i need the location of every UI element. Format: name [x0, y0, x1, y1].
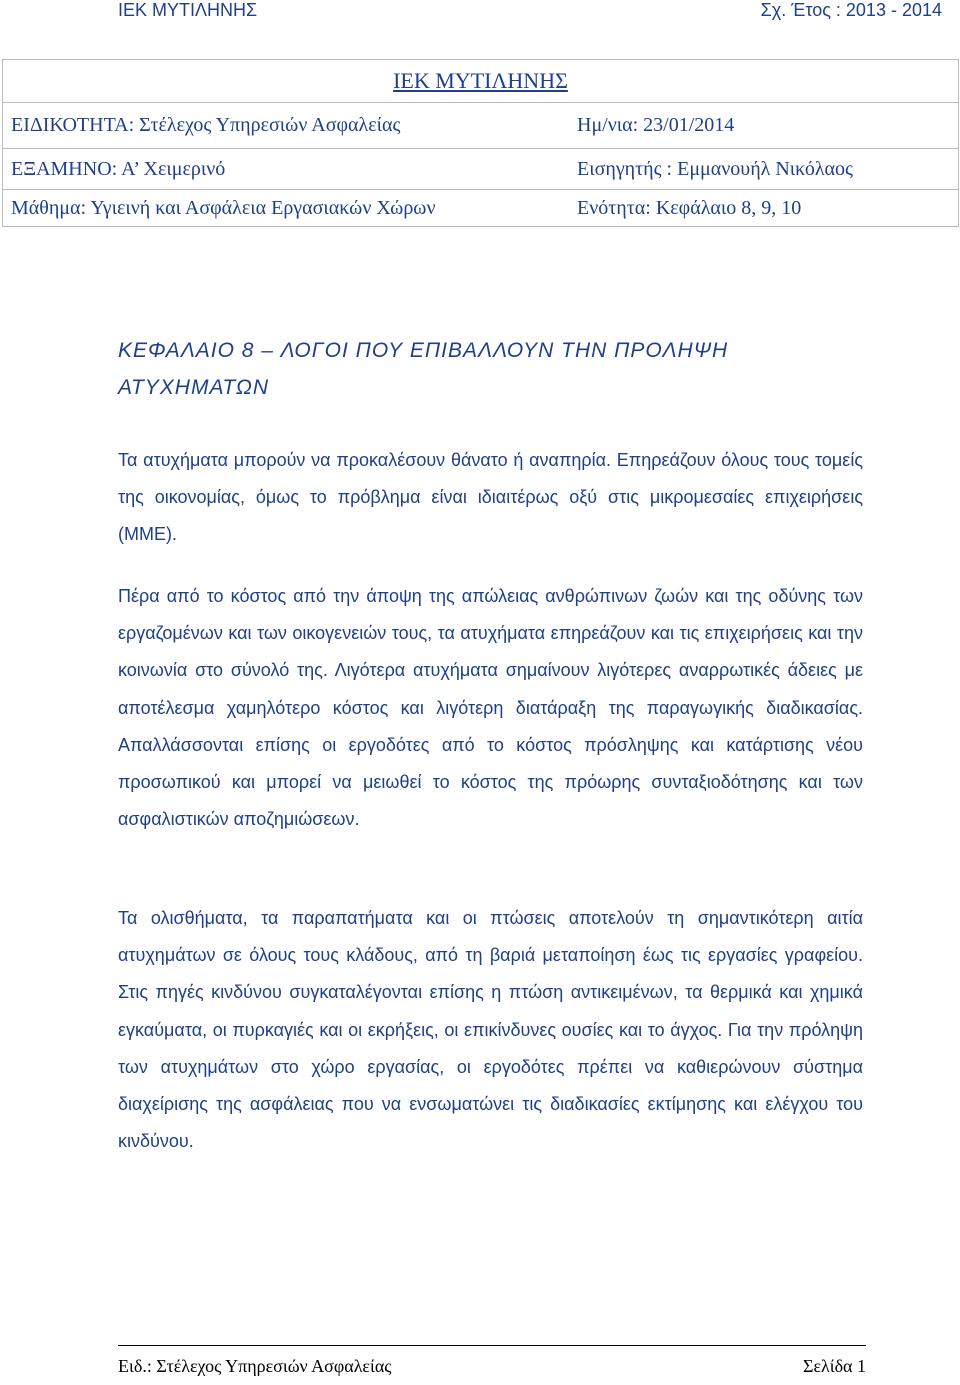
header-unit: Ενότητα: Κεφάλαιο 8, 9, 10 — [577, 196, 802, 219]
header-instructor: Εισηγητής : Εμμανουήλ Νικόλαος — [569, 149, 959, 190]
header-lesson: Μάθημα: Υγιεινή και Ασφάλεια Εργασιακών Χώρων — [11, 196, 436, 219]
running-header-school-year: Σχ. Έτος : 2013 - 2014 — [760, 0, 942, 20]
chapter-heading-line-1: ΚΕΦΑΛΑΙΟ 8 – ΛΟΓΟΙ ΠΟΥ ΕΠΙΒΑΛΛΟΥΝ ΤΗΝ ΠΡΟΛΗΨΗ — [118, 339, 729, 362]
page-footer — [118, 1345, 866, 1377]
footer-specialty: Ειδ.: Στέλεχος Υπηρεσιών Ασφαλείας — [118, 1356, 392, 1376]
paragraph-3: Τα ολισθήματα, τα παραπατήματα και οι πτώσεις αποτελούν τη σημαντικότερη αιτία ατυχημάτων σε όλους τους κλάδους, από τη βαριά μεταποίηση έως τις εργασίες γραφείου. Στις πηγές κινδύνου συγκαταλέγονται επίσης η πτώση αντικειμένων, τα θερμικά και χημικά εγκαύματα, οι πυρκαγιές και οι εκρήξεις, οι επικίνδυνες ουσίες και το άγχος. Για την πρόληψη των ατυχημάτων στο χώρο εργασίας, οι εργοδότες πρέπει να καθιερώνουν σύστημα διαχείρισης της ασφάλειας που να ενσωματώνει τις διαδικασίες εκτίμησης και ελέγχου του κινδύνου. — [118, 908, 863, 1152]
header-date: Ημ/νια: 23/01/2014 — [569, 103, 959, 149]
header-school-title: ΙΕΚ ΜΥΤΙΛΗΝΗΣ — [3, 60, 959, 103]
header-semester: ΕΞΑΜΗΝΟ: Α’ Χειμερινό — [3, 149, 570, 190]
footer-page-number: Σελίδα 1 — [802, 1356, 866, 1376]
paragraph-1: Τα ατυχήματα μπορούν να προκαλέσουν θάνατο ή αναπηρία. Επηρεάζουν όλους τους τομείς της οικονομίας, όμως το πρόβλημα είναι ιδιαιτέρως οξύ στις μικρομεσαίες επιχειρήσεις (ΜΜΕ). — [118, 450, 863, 545]
running-header-school: ΙΕΚ ΜΥΤΙΛΗΝΗΣ — [118, 0, 258, 20]
header-specialty: ΕΙΔΙΚΟΤΗΤΑ: Στέλεχος Υπηρεσιών Ασφαλείας — [3, 103, 570, 149]
document-info-table — [2, 59, 959, 227]
chapter-heading — [118, 332, 863, 406]
running-header — [0, 0, 960, 24]
paragraph-2: Πέρα από το κόστος από την άποψη της απώλειας ανθρώπινων ζωών και της οδύνης των εργαζομένων και των οικογενειών τους, τα ατυχήματα επηρεάζουν και τις επιχειρήσεις και την κοινωνία στο σύνολό της. Λιγότερα ατυχήματα σημαίνουν λιγότερες αναρρωτικές άδειες με αποτέλεσμα χαμηλότερο κόστος και λιγότερη διατάραξη της παραγωγικής διαδικασίας. Απαλλάσσονται επίσης οι εργοδότες από το κόστος πρόσληψης και κατάρτισης νέου προσωπικού και μπορεί να μειωθεί το κόστος της πρόωρης συνταξιοδότησης και των ασφαλιστικών αποζημιώσεων. — [118, 586, 863, 830]
chapter-heading-line-2: ΑΤΥΧΗΜΑΤΩΝ — [118, 376, 270, 399]
